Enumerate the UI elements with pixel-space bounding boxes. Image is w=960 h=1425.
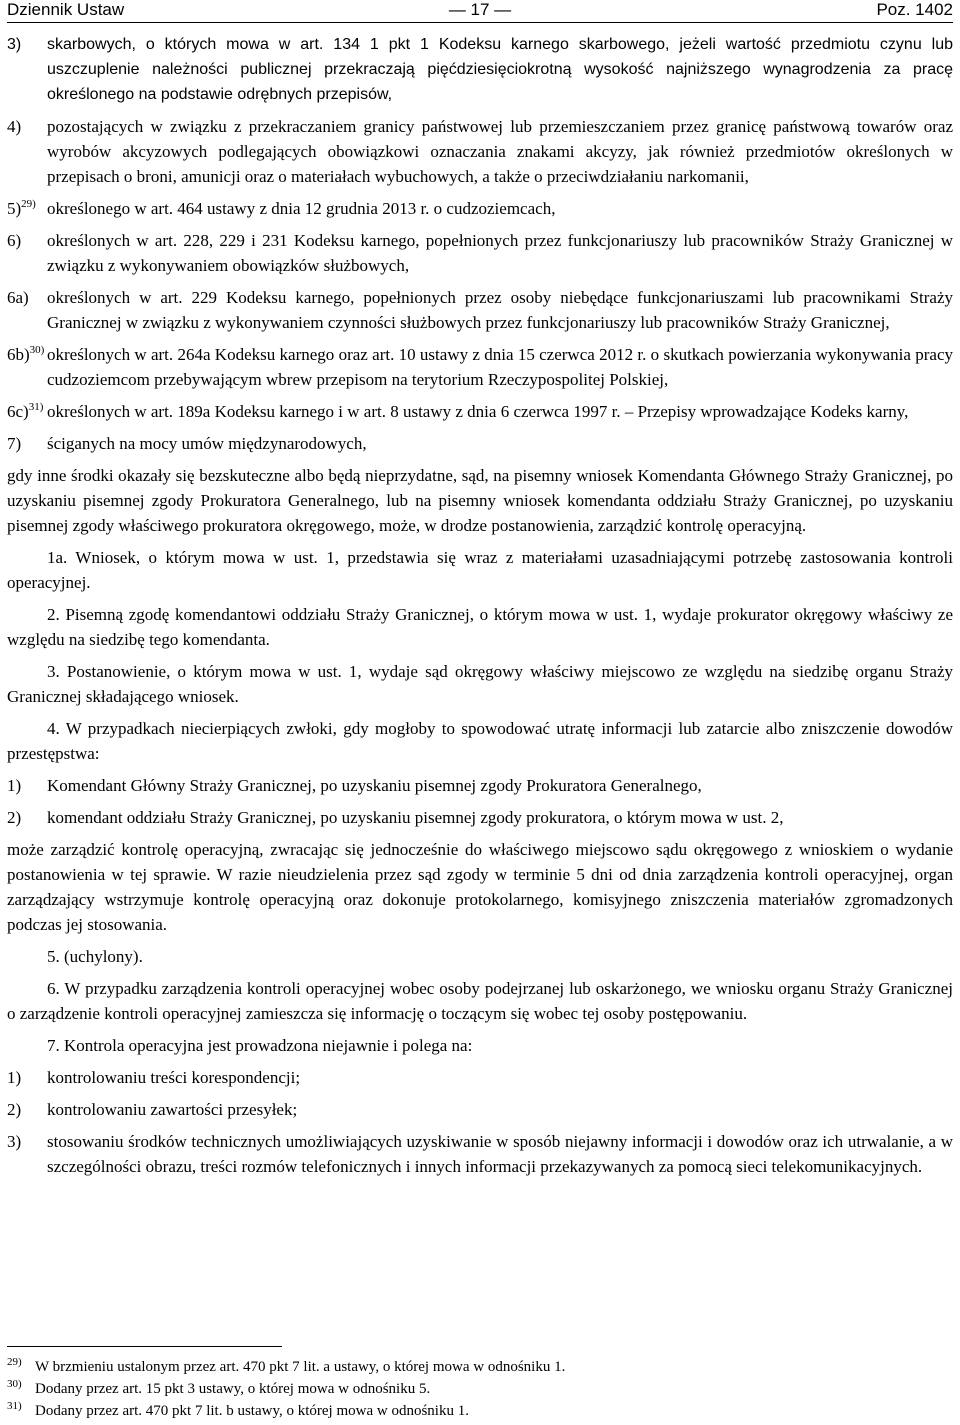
item-number: 6a) (7, 288, 29, 307)
footnote-text: Dodany przez art. 470 pkt 7 lit. b ustawy, o której mowa w odnośniku 1. (35, 1403, 469, 1419)
footnotes (7, 1356, 953, 1422)
footnote-ref: 31) (28, 401, 44, 413)
footnote (7, 1400, 953, 1422)
item-number: 7) (7, 434, 22, 453)
footnote-number: 29) (7, 1356, 22, 1368)
item-number: 2) (7, 808, 22, 827)
item-number: 1) (7, 1068, 22, 1087)
item-text: określonego w art. 464 ustawy z dnia 12 grudnia 2013 r. o cudzoziemcach, (47, 199, 556, 218)
item-number: 6b) (7, 345, 30, 364)
item-text: Komendant Główny Straży Granicznej, po uzyskaniu pisemnej zgody Prokuratora Generalnego, (47, 776, 702, 795)
item-text: określonych w art. 264a Kodeksu karnego oraz art. 10 ustawy z dnia 15 czerwca 2012 r. o skutkach powierzania wykonywania pracy cudzoziemcom przebywającym wbrew przepisom na terytorium Rzeczypospolitej Polskiej, (47, 345, 953, 389)
list-item (7, 1097, 953, 1122)
item-number: 4) (7, 117, 22, 136)
journal-title: Dziennik Ustaw (7, 0, 125, 19)
footnote-number: 31) (7, 1400, 22, 1412)
page-header (7, 0, 953, 23)
item-number: 1) (7, 776, 22, 795)
paragraph-1a: 1a. Wniosek, o którym mowa w ust. 1, przedstawia się wraz z materiałami uzasadniającymi potrzebę zastosowania kontroli operacyjnej. (7, 548, 953, 592)
page-number: — 17 — (448, 0, 512, 19)
paragraph-7: 7. Kontrola operacyjna jest prowadzona niejawnie i polega na: (47, 1036, 473, 1055)
list-item (7, 342, 953, 392)
footnote-ref: 30) (29, 344, 45, 356)
item-text: stosowaniu środków technicznych umożliwiających uzyskiwanie w sposób niejawny informacji i dowodów oraz ich utrwalanie, a w szczególności obrazu, treści rozmów telefonicznych i innych informacji przekazywanych za pomocą sieci telekomunikacyjnych. (47, 1132, 953, 1176)
footnote-text: Dodany przez art. 15 pkt 3 ustawy, o której mowa w odnośniku 5. (35, 1381, 431, 1397)
paragraph-2: 2. Pisemną zgodę komendantowi oddziału Straży Granicznej, o którym mowa w ust. 1, wydaje prokurator okręgowy właściwy ze względu na siedzibę tego komendanta. (7, 605, 953, 649)
list-item (7, 114, 953, 189)
position-number: Poz. 1402 (876, 0, 953, 19)
item-text: komendant oddziału Straży Granicznej, po uzyskaniu pisemnej zgody prokuratora, o którym mowa w ust. 2, (47, 808, 784, 827)
list-item (7, 196, 953, 221)
list-item (7, 805, 953, 830)
paragraph-5: 5. (uchylony). (47, 947, 143, 966)
list-item (7, 32, 953, 107)
list-item (7, 431, 953, 456)
list-item (7, 773, 953, 798)
paragraph-4-continued: może zarządzić kontrolę operacyjną, zwracając się jednocześnie do właściwego miejscowo sądu okręgowego z wnioskiem o wydanie postanowienia w tej sprawie. W razie nieudzielenia przez sąd zgody w terminie 5 dni od dnia zarządzenia kontroli operacyjnej, organ zarządzający wstrzymuje kontrolę operacyjną oraz dokonuje protokolarnego, komisyjnego zniszczenia materiałów zgromadzonych podczas jej stosowania. (7, 840, 953, 934)
list-item (7, 228, 953, 278)
item-text: skarbowych, o których mowa w art. 134 1 pkt 1 Kodeksu karnego skarbowego, jeżeli wartość przedmiotu czynu lub uszczuplenie należności publicznej przekraczają pięćdziesięciokrotną wysokość najniższego wynagrodzenia za pracę określonego na podstawie odrębnych przepisów, (47, 36, 953, 103)
item-text: kontrolowaniu treści korespondencji; (47, 1068, 301, 1087)
item-text: kontrolowaniu zawartości przesyłek; (47, 1100, 298, 1119)
list-item (7, 1129, 953, 1179)
footnote-separator (7, 1346, 282, 1347)
item-number: 6) (7, 231, 22, 250)
item-number: 2) (7, 1100, 22, 1119)
item-number: 3) (7, 36, 22, 53)
footnote-text: W brzmieniu ustalonym przez art. 470 pkt 7 lit. a ustawy, o której mowa w odnośniku 1. (35, 1359, 566, 1375)
list-item (7, 285, 953, 335)
paragraph-4: 4. W przypadkach niecierpiących zwłoki, gdy mogłoby to spowodować utratę informacji lub zatarcie albo zniszczenie dowodów przestępstwa: (7, 719, 953, 763)
paragraph-main: gdy inne środki okazały się bezskuteczne albo będą nieprzydatne, sąd, na pisemny wniosek Komendanta Głównego Straży Granicznej, po uzyskaniu pisemnej zgody Prokuratora Generalnego, lub na pisemny wniosek komendanta oddziału Straży Granicznej, po uzyskaniu pisemnej zgody właściwego prokuratora okręgowego, może, w drodze postanowienia, zarządzić kontrolę operacyjną. (7, 466, 953, 535)
paragraph-3: 3. Postanowienie, o którym mowa w ust. 1, wydaje sąd okręgowy właściwy miejscowo ze względu na siedzibę organu Straży Granicznej składającego wniosek. (7, 662, 953, 706)
list-item (7, 1065, 953, 1090)
item-text: określonych w art. 189a Kodeksu karnego i w art. 8 ustawy z dnia 6 czerwca 1997 r. – Przepisy wprowadzające Kodeks karny, (47, 402, 909, 421)
footnote-number: 30) (7, 1378, 22, 1390)
footnote-ref: 29) (21, 198, 36, 210)
item-text: określonych w art. 228, 229 i 231 Kodeksu karnego, popełnionych przez funkcjonariuszy lub pracowników Straży Granicznej w związku z wykonywaniem obowiązków służbowych, (47, 231, 953, 275)
footnote (7, 1378, 953, 1400)
item-number: 3) (7, 1132, 22, 1151)
item-text: ściganych na mocy umów międzynarodowych, (47, 434, 367, 453)
list-item (7, 399, 953, 424)
item-text: pozostających w związku z przekraczaniem granicy państwowej lub przemieszczaniem przez granicę państwową towarów oraz wyrobów akcyzowych podlegających obowiązkowi oznaczania znakami akcyzy, jak również przedmiotów określonych w przepisach o broni, amunicji oraz o materiałach wybuchowych, a także o przeciwdziałaniu narkomanii, (47, 117, 953, 186)
paragraph-6: 6. W przypadku zarządzenia kontroli operacyjnej wobec osoby podejrzanej lub oskarżonego, we wniosku organu Straży Granicznej o zarządzenie kontroli operacyjnej zamieszcza się informację o toczącym się wobec tej osoby postępowaniu. (7, 979, 953, 1023)
item-number: 6c) (7, 402, 29, 421)
item-number: 5) (7, 199, 22, 218)
document-body (7, 32, 953, 1186)
item-text: określonych w art. 229 Kodeksu karnego, popełnionych przez osoby niebędące funkcjonariuszami lub pracownikami Straży Granicznej w związku z wykonywaniem czynności służbowych przez funkcjonariuszy lub pracowników Straży Granicznej, (47, 288, 953, 332)
footnote (7, 1356, 953, 1378)
